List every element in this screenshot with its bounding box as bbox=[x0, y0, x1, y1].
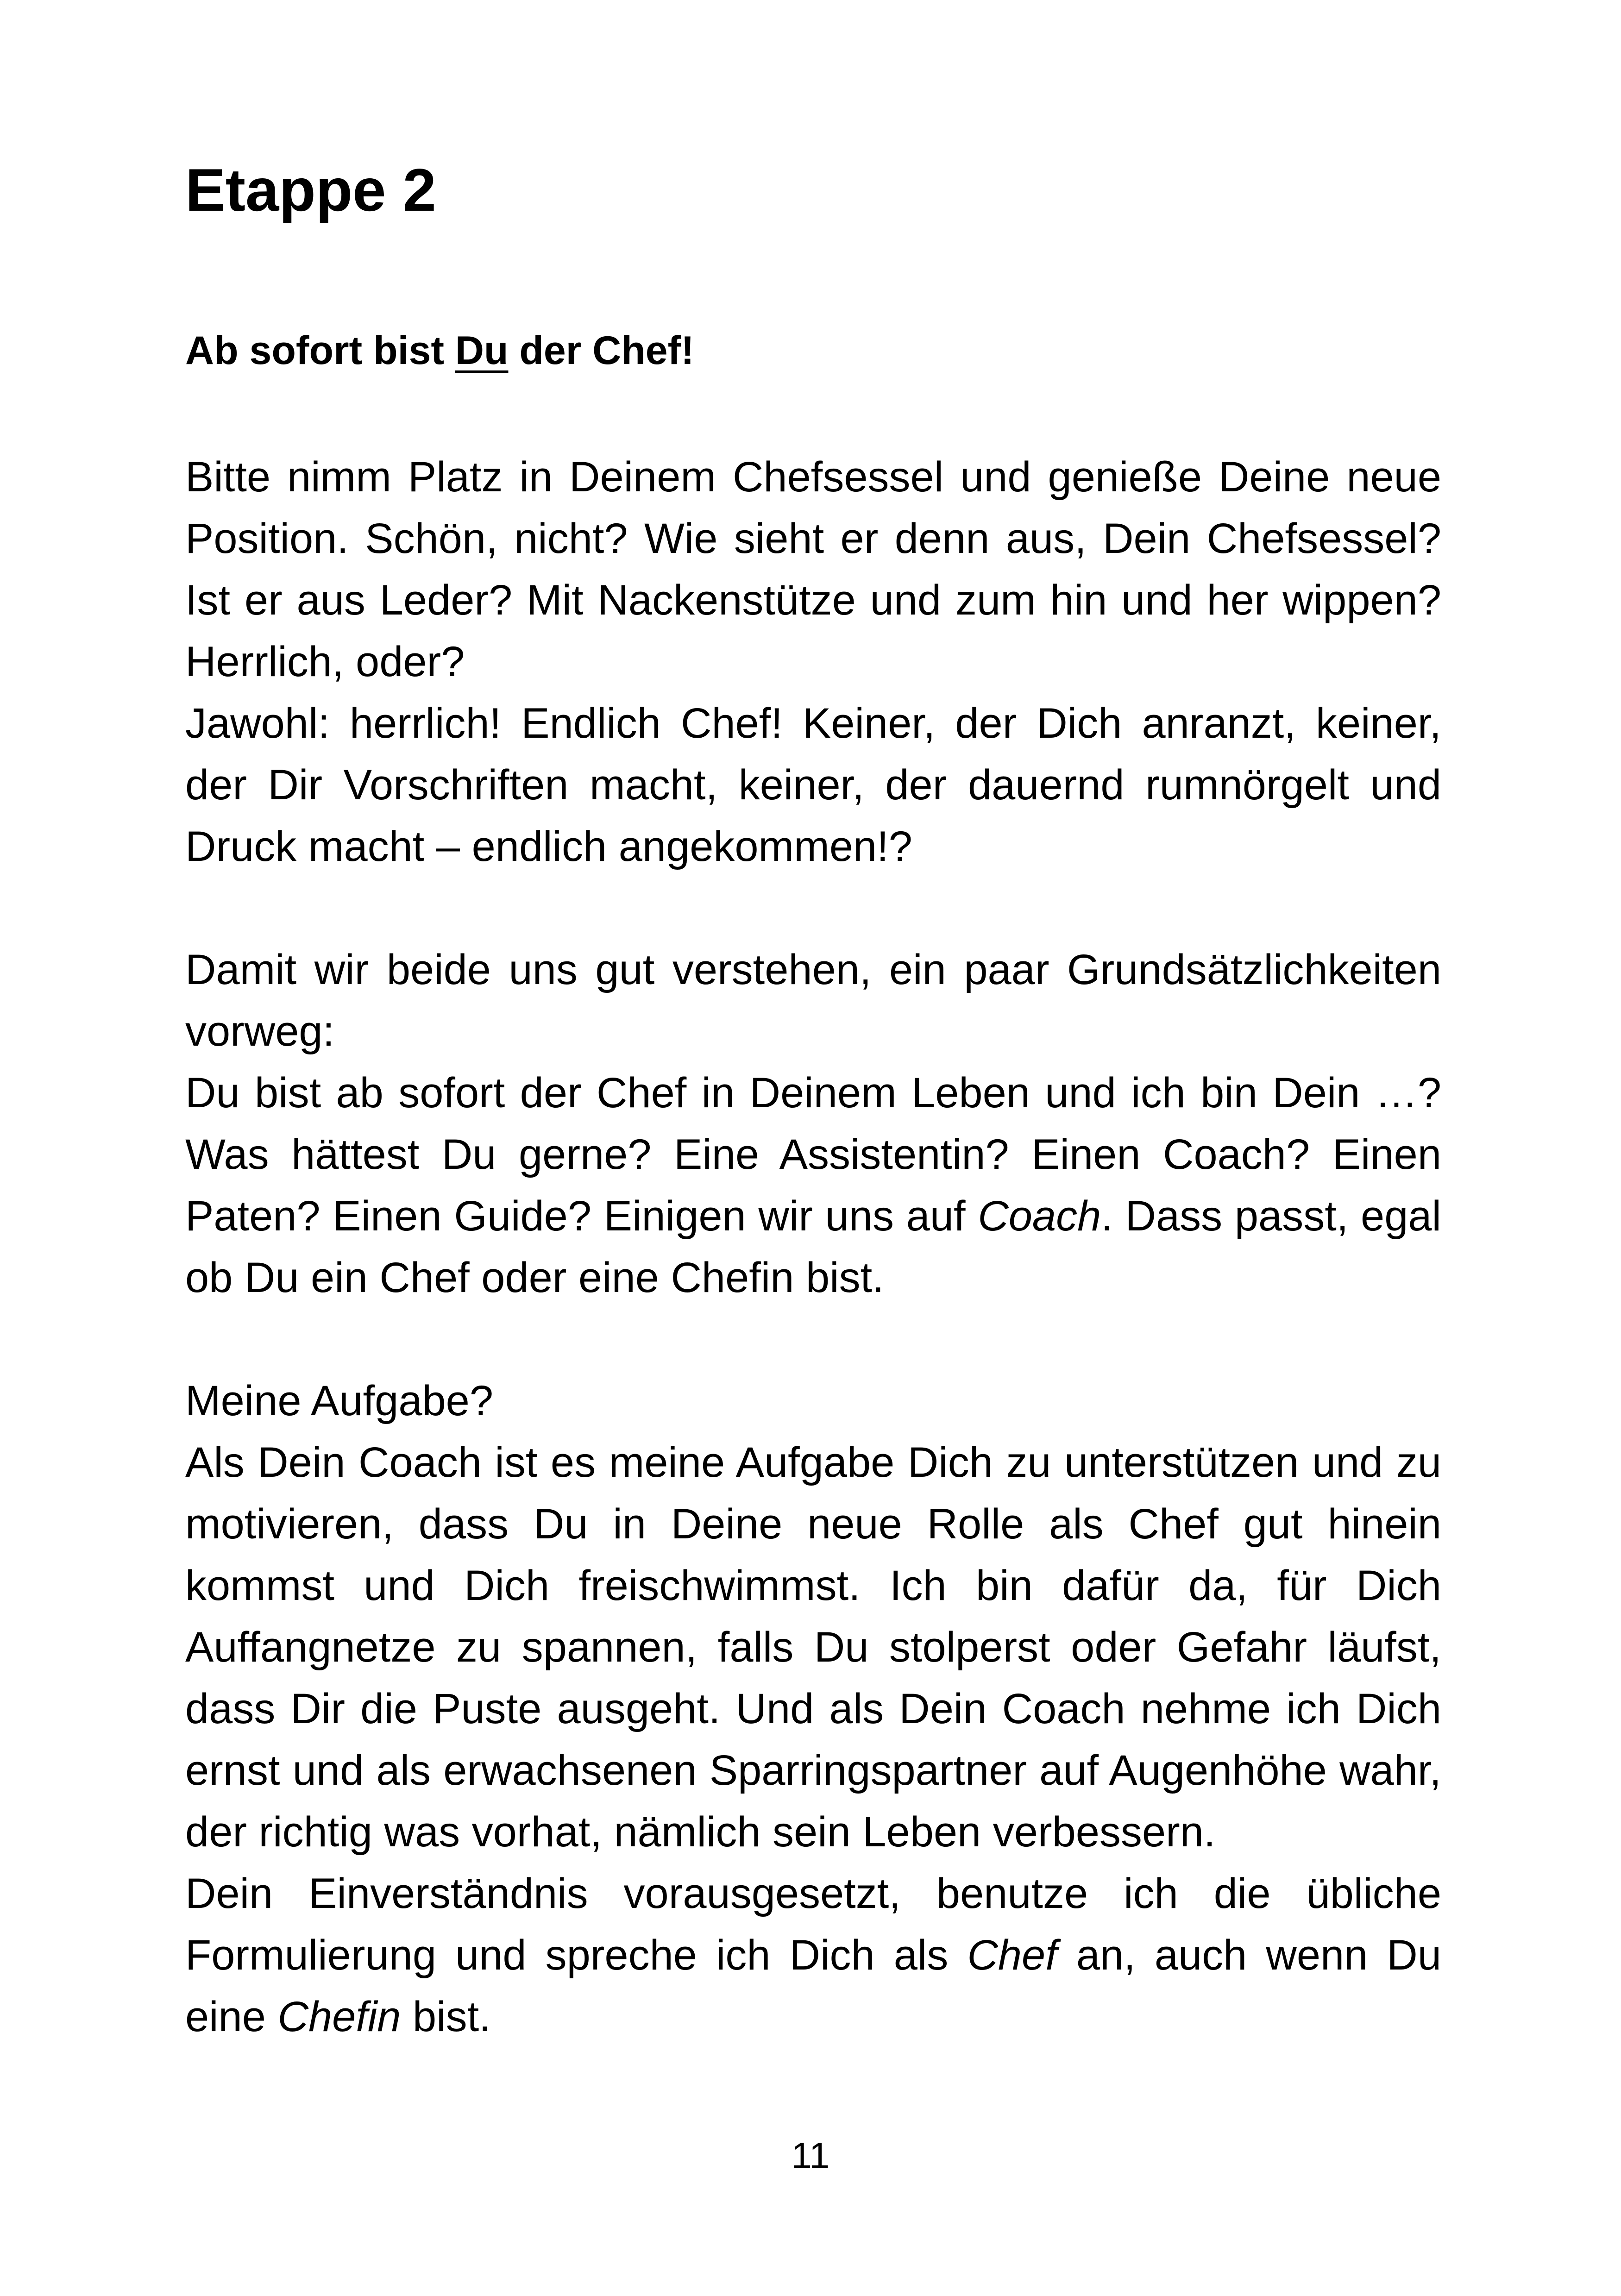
paragraph-coach bbox=[185, 1062, 1441, 1309]
paragraph-group-2 bbox=[185, 939, 1441, 1309]
paragraph-meine-aufgabe: Meine Aufgabe? bbox=[185, 1377, 493, 1424]
formulierung-text-after: bist. bbox=[401, 1993, 491, 2040]
formulierung-text-middle: an, auch wenn Du eine bbox=[185, 1932, 1441, 2040]
paragraph-chefsessel: Bitte nimm Platz in Deinem Chefsessel und genieße Deine neue Position. Schön, nicht? Wie sieht er denn aus, Dein Chefsessel? Ist er aus Leder? Mit Nackenstütze und zum hin und her wippen? Herrlich, oder? bbox=[185, 453, 1441, 685]
coach-italic-word: Coach bbox=[978, 1192, 1101, 1240]
paragraph-endlich-chef: Jawohl: herrlich! Endlich Chef! Keiner, der Dich anranzt, keiner, der Dir Vorschriften macht, keiner, der dauernd rumnörgelt und Druck macht – endlich angekommen!? bbox=[185, 700, 1441, 870]
subtitle-text-before: Ab sofort bist bbox=[185, 328, 455, 373]
page-number: 11 bbox=[791, 2135, 830, 2176]
coach-text-before: Du bist ab sofort der Chef in Deinem Leben und ich bin Dein …? Was hättest Du gerne? Eine Assistentin? Einen Coach? Einen Paten? Einen Guide? Einigen wir uns auf bbox=[185, 1069, 1441, 1240]
formulierung-italic-chef: Chef bbox=[967, 1932, 1057, 1979]
chapter-title: Etappe 2 bbox=[185, 156, 436, 224]
paragraph-aufgabe-details: Als Dein Coach ist es meine Aufgabe Dich zu unterstützen und zu motivieren, dass Du in Deine neue Rolle als Chef gut hinein kommst und Dich freischwimmst. Ich bin dafür da, für Dich Auffangnetze zu spannen, falls Du stolperst oder Gefahr läufst, dass Dir die Puste ausgeht. Und als Dein Coach nehme ich Dich ernst und als erwachsenen Sparringspartner auf Augenhöhe wahr, der richtig was vorhat, nämlich sein Leben verbessern. bbox=[185, 1439, 1441, 1856]
paragraph-grundsaetzlichkeiten: Damit wir beide uns gut verstehen, ein paar Grundsätzlichkeiten vorweg: bbox=[185, 946, 1441, 1055]
subtitle-underlined-word: Du bbox=[455, 328, 509, 373]
paragraph-group-3 bbox=[185, 1370, 1441, 2048]
paragraph-formulierung bbox=[185, 1863, 1441, 2048]
formulierung-italic-chefin: Chefin bbox=[277, 1993, 401, 2040]
formulierung-text-before: Dein Einverständnis vorausgesetzt, benutze ich die übliche Formulierung und spreche ich Dich als bbox=[185, 1870, 1441, 1979]
paragraph-group-1 bbox=[185, 446, 1441, 878]
coach-text-after: . Dass passt, egal ob Du ein Chef oder eine Chefin bist. bbox=[185, 1192, 1441, 1301]
subtitle-text-after: der Chef! bbox=[508, 328, 694, 373]
page-content bbox=[185, 155, 1441, 2048]
chapter-subtitle bbox=[185, 327, 1441, 374]
